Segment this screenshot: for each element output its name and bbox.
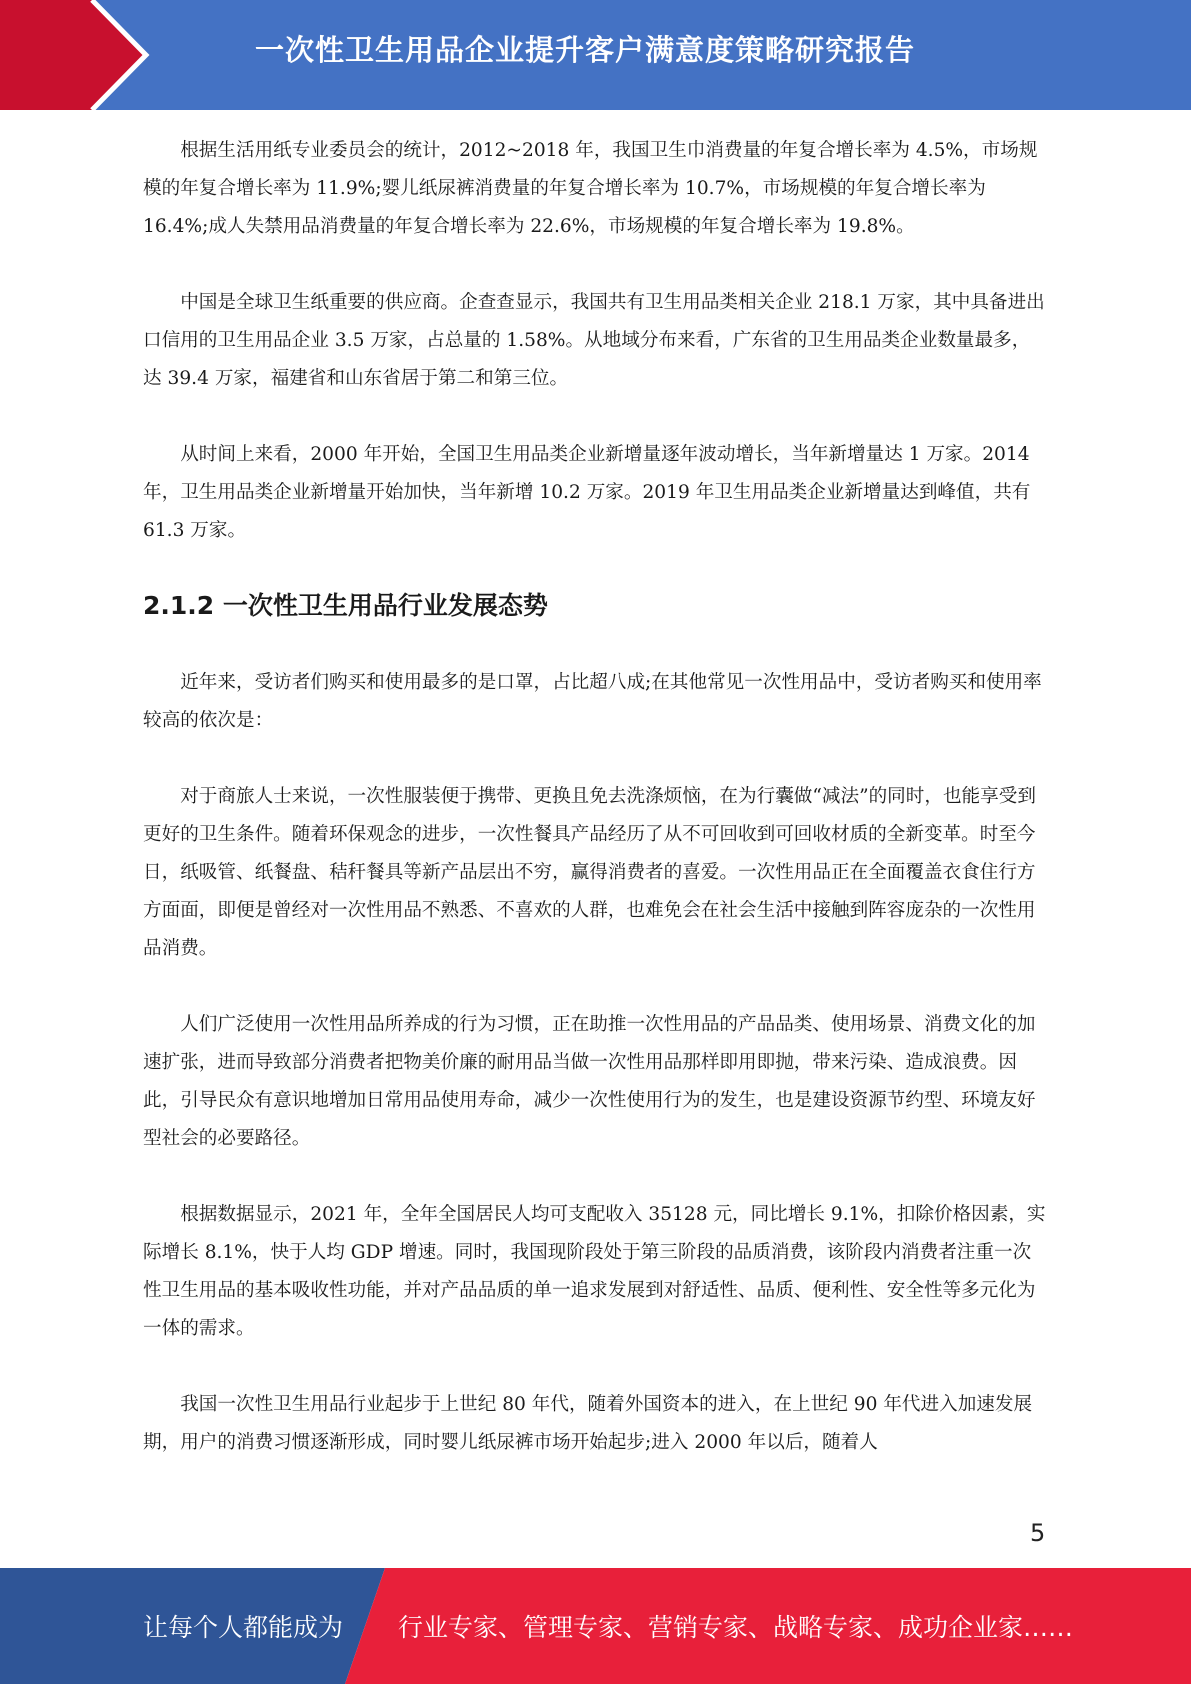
paragraph: 对于商旅人士来说，一次性服装便于携带、更换且免去洗涤烦恼，在为行囊做“减法”的同时，也能享受到更好的卫生条件。随着环保观念的进步，一次性餐具产品经历了从不可回收到可回收材质的全新变革。时至今日，纸吸管、纸餐盘、秸秆餐具等新产品层出不穷，赢得消费者的喜爱。一次性用品正在全面覆盖衣食住行方方面面，即便是曾经对一次性用品不熟悉、不喜欢的人群，也难免会在社会生活中接触到阵容庞杂的一次性用品消费。 — [143, 786, 1036, 959]
paragraph: 中国是全球卫生纸重要的供应商。企查查显示，我国共有卫生用品类相关企业 218.1 万家，其中具备进出口信用的卫生用品企业 3.5 万家，占总量的 1.58%。从地域分布来看，广东省的卫生用品类企业数量最多，达 39.4 万家，福建省和山东省居于第二和第三位。 — [143, 292, 1045, 389]
page-number: 5 — [1030, 1519, 1046, 1547]
footer-slogan-right: 行业专家、管理专家、营销专家、战略专家、成功企业家…… — [398, 1613, 1074, 1642]
paragraph: 根据生活用纸专业委员会的统计，2012~2018 年，我国卫生巾消费量的年复合增长率为 4.5%，市场规模的年复合增长率为 11.9%;婴儿纸尿裤消费量的年复合增长率为 10.7%，市场规模的年复合增长率为 16.4%;成人失禁用品消费量的年复合增长率为 22.6%，市场规模的年复合增长率为 19.8%。 — [143, 140, 1038, 237]
paragraph: 我国一次性卫生用品行业起步于上世纪 80 年代，随着外国资本的进入，在上世纪 90 年代进入加速发展期，用户的消费习惯逐渐形成，同时婴儿纸尿裤市场开始起步;进入 2000 年以后，随着人 — [143, 1394, 1033, 1453]
page-footer — [0, 1568, 1191, 1684]
paragraph: 根据数据显示，2021 年，全年全国居民人均可支配收入 35128 元，同比增长 9.1%，扣除价格因素，实际增长 8.1%，快于人均 GDP 增速。同时，我国现阶段处于第三阶段的品质消费，该阶段内消费者注重一次性卫生用品的基本吸收性功能，并对产品品质的单一追求发展到对舒适性、品质、便利性、安全性等多元化为一体的需求。 — [143, 1204, 1046, 1339]
section-heading: 2.1.2 一次性卫生用品行业发展态势 — [143, 591, 548, 620]
page-body — [143, 132, 1048, 1500]
paragraph: 人们广泛使用一次性用品所养成的行为习惯，正在助推一次性用品的产品品类、使用场景、消费文化的加速扩张，进而导致部分消费者把物美价廉的耐用品当做一次性用品那样即用即抛，带来污染、造成浪费。因此，引导民众有意识地增加日常用品使用寿命，减少一次性使用行为的发生，也是建设资源节约型、环境友好型社会的必要路径。 — [143, 1014, 1036, 1149]
report-title: 一次性卫生用品企业提升客户满意度策略研究报告 — [255, 33, 916, 67]
paragraph: 近年来，受访者们购买和使用最多的是口罩，占比超八成;在其他常见一次性用品中，受访者购买和使用率较高的依次是： — [143, 672, 1042, 731]
page-header — [0, 0, 1191, 110]
paragraph: 从时间上来看，2000 年开始，全国卫生用品类企业新增量逐年波动增长，当年新增量达 1 万家。2014 年，卫生用品类企业新增量开始加快，当年新增 10.2 万家。2019 年卫生用品类企业新增量达到峰值，共有 61.3 万家。 — [143, 444, 1031, 541]
footer-slogan-left: 让每个人都能成为 — [143, 1613, 344, 1642]
